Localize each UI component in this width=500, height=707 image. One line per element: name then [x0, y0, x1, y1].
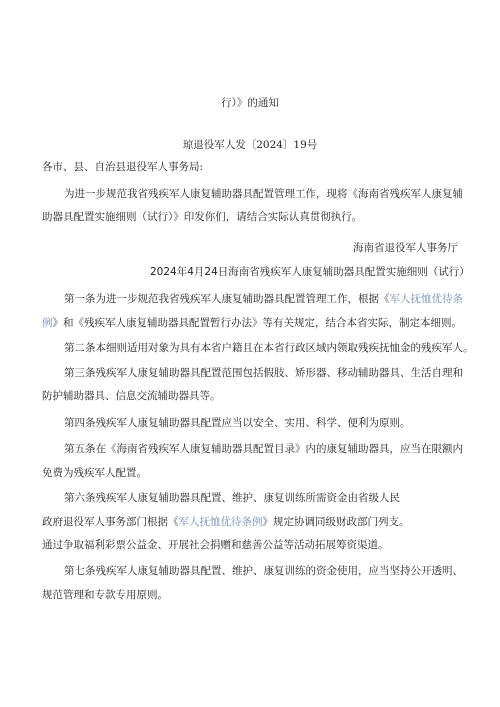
document-title-tail: 行）》的通知 — [221, 97, 279, 109]
date-and-rules-title — [150, 265, 470, 279]
article-5-line-2: 免费为残疾军人配置。 — [42, 467, 147, 479]
article-1-text-b: 》和《残疾军人康复辅助器具配置暂行办法》等有关规定，结合本省实际，制定本细则。 — [52, 317, 462, 329]
article-1-line-2 — [42, 316, 462, 330]
regulation-link[interactable]: 军人抚恤优待条 — [389, 293, 463, 305]
article-7-line-1: 第七条残疾军人康复辅助器具配置、维护、康复训练的资金使用，应当坚持公开透明、 — [64, 565, 463, 577]
article-4: 第四条残疾军人康复辅助器具配置应当以安全、实用、科学、便利为原则。 — [64, 417, 411, 429]
article-6-line-1: 第六条残疾军人康复辅助器具配置、维护、康复训练所需资金由省级人民 — [64, 492, 400, 504]
article-1-text-a: 第一条为进一步规范我省残疾军人康复辅助器具配置管理工作，根据《 — [64, 293, 390, 305]
addressee: 各市、县、自治县退役军人事务局: — [42, 161, 204, 173]
intro-paragraph-line-1: 为进一步规范我省残疾军人康复辅助器具配置管理工作，现将《海南省残疾军人康复辅 — [64, 188, 463, 200]
article-6-line-3: 通过争取福利彩票公益金、开展社会捐赠和慈善公益等活动拓展筹资渠道。 — [42, 539, 389, 551]
regulation-link-2[interactable]: 军人抚恤优待条例 — [178, 516, 263, 528]
issue-date: 2024年4月24日 — [150, 266, 229, 278]
article-1-line-1 — [64, 292, 463, 306]
article-6-text-a: 政府退役军人事务部门根据《 — [42, 516, 179, 528]
regulation-link-continued[interactable]: 例 — [42, 317, 53, 329]
article-3-line-2: 防护辅助器具、信息交流辅助器具等。 — [42, 390, 221, 402]
document-number: 琼退役军人发〔2024〕19号 — [182, 139, 318, 151]
article-6-line-2 — [42, 515, 410, 529]
article-2: 第二条本细则适用对象为具有本省户籍且在本省行政区域内领取残疾抚恤金的残疾军人。 — [64, 342, 474, 354]
article-5-line-1: 第五条在《海南省残疾军人康复辅助器具配置目录》内的康复辅助器具，应当在限额内 — [64, 443, 463, 455]
article-7-line-2: 规范管理和专款专用原则。 — [42, 589, 168, 601]
issuer: 海南省退役军人事务厅 — [353, 242, 458, 254]
rules-title: 海南省残疾军人康复辅助器具配置实施细则（试行） — [228, 266, 470, 278]
intro-paragraph-line-2: 助器具配置实施细则（试行）》印发你们，请结合实际认真贯彻执行。 — [42, 211, 363, 223]
article-6-text-b: 》规定协调同级财政部门列支。 — [262, 516, 410, 528]
article-3-line-1: 第三条残疾军人康复辅助器具配置范围包括假肢、矫形器、移动辅助器具、生活自理和 — [64, 367, 463, 379]
